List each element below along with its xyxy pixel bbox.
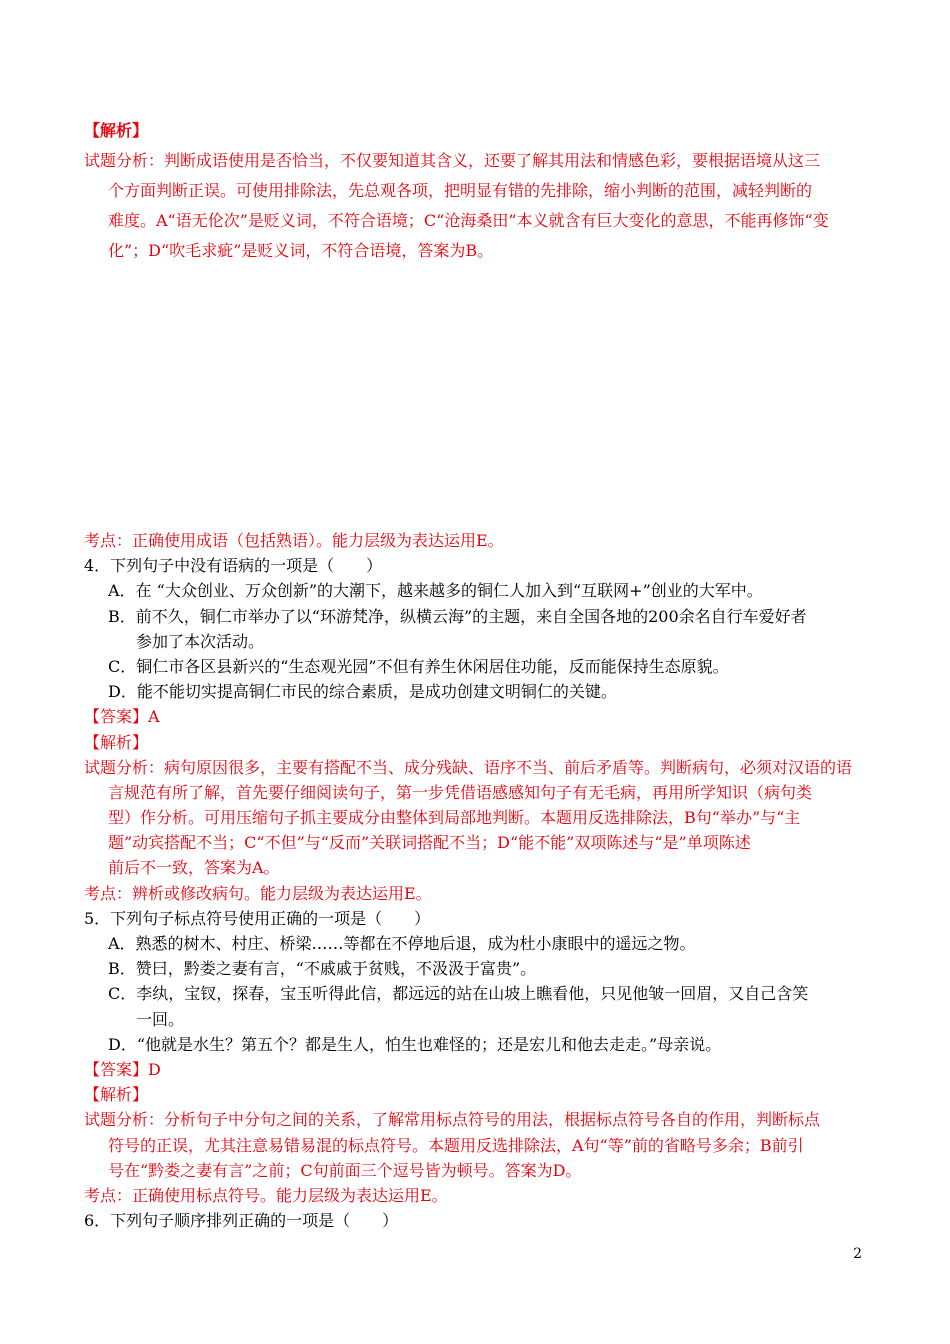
page-number: 2: [853, 1246, 862, 1262]
question-5-stem: 5．下列句子标点符号使用正确的一项是（ ）: [84, 908, 431, 928]
q4-analysis-line: 前后不一致，答案为A。: [108, 858, 280, 878]
q5-option-c-cont: 一回。: [136, 1009, 185, 1029]
question-6-stem: 6．下列句子顺序排列正确的一项是（ ）: [84, 1211, 399, 1231]
q4-option-b: B．前不久，铜仁市举办了以“环游梵净，纵横云海”的主题，来自全国各地的200余名自行车爱好者: [108, 606, 807, 626]
q5-kaodian: 考点：正确使用标点符号。能力层级为表达运用E。: [84, 1185, 448, 1205]
q5-option-b: B．赞曰，黔娄之妻有言，“不戚戚于贫贱，不汲汲于富贵”。: [108, 959, 537, 979]
kaodian-3: 考点：正确使用成语（包括熟语）。能力层级为表达运用E。: [84, 531, 504, 550]
q4-analysis-line: 试题分析：病句原因很多，主要有搭配不当、成分残缺、语序不当、前后矛盾等。判断病句，必须对汉语的语: [84, 757, 853, 777]
question-4-stem: 4．下列句子中没有语病的一项是（ ）: [84, 556, 383, 576]
q5-option-c: C．李纨，宝钗，探春，宝玉听得此信，都远远的站在山坡上瞧看他，只见他皱一回眉，又自己含笑: [108, 984, 809, 1004]
q4-analysis-line: 言规范有所了解，首先要仔细阅读句子，第一步凭借语感感知句子有无毛病，再用所学知识（病句类: [108, 782, 813, 802]
analysis-line: 化”；D“吹毛求疵”是贬义词，不符合语境，答案为B。: [108, 241, 494, 260]
q4-option-d: D．能不能切实提高铜仁市民的综合素质，是成功创建文明铜仁的关键。: [108, 682, 617, 702]
q5-analysis-line: 符号的正误，尤其注意易错易混的标点符号。本题用反选排除法，A句“等”前的省略号多余；B前引: [108, 1135, 804, 1155]
q5-answer: 【答案】D: [84, 1059, 161, 1079]
q4-kaodian: 考点：辨析或修改病句。能力层级为表达运用E。: [84, 883, 432, 903]
q5-jiexi-label: 【解析】: [84, 1085, 149, 1105]
q5-option-d: D．“他就是水生？第五个？都是生人，怕生也难怪的；还是宏儿和他去走走。”母亲说。: [108, 1034, 722, 1054]
q5-analysis-line: 号在“黔娄之妻有言”之前；C句前面三个逗号皆为顿号。答案为D。: [108, 1160, 582, 1180]
q4-option-c: C．铜仁市各区县新兴的“生态观光园”不但有养生休闲居住功能，反而能保持生态原貌。: [108, 656, 729, 676]
q4-option-a: A．在 “大众创业、万众创新”的大潮下，越来越多的铜仁人加入到“互联网+”创业的大军中。: [108, 581, 763, 601]
q4-jiexi-label: 【解析】: [84, 732, 149, 752]
analysis-line: 试题分析：判断成语使用是否恰当，不仅要知道其含义，还要了解其用法和情感色彩，要根据语境从这三: [84, 151, 821, 170]
q5-option-a: A．熟悉的树木、村庄、桥梁……等都在不停地后退，成为杜小康眼中的遥远之物。: [108, 934, 696, 953]
q4-answer: 【答案】A: [84, 707, 160, 727]
q4-analysis-line: 型）作分析。可用压缩句子抓主要成分由整体到局部地判断。本题用反选排除法，B句“举办”与“主: [108, 808, 801, 828]
analysis-line: 难度。A“语无伦次”是贬义词，不符合语境；C“沧海桑田”本义就含有巨大变化的意思，不能再修饰“变: [108, 211, 829, 230]
q4-analysis-line: 题”动宾搭配不当；C“不但”与“反而”关联词搭配不当；D“能不能”双项陈述与“是”单项陈述: [108, 833, 751, 853]
q5-analysis-line: 试题分析：分析句子中分句之间的关系，了解常用标点符号的用法，根据标点符号各自的作用，判断标点: [84, 1110, 821, 1130]
top-analysis-block: [84, 120, 884, 270]
q4-option-b-cont: 参加了本次活动。: [136, 631, 265, 651]
jiexi-label: 【解析】: [84, 121, 149, 140]
analysis-line: 个方面判断正误。可使用排除法，先总观各项，把明显有错的先排除，缩小判断的范围，减轻判断的: [108, 181, 813, 200]
questions-block: [84, 528, 884, 1233]
